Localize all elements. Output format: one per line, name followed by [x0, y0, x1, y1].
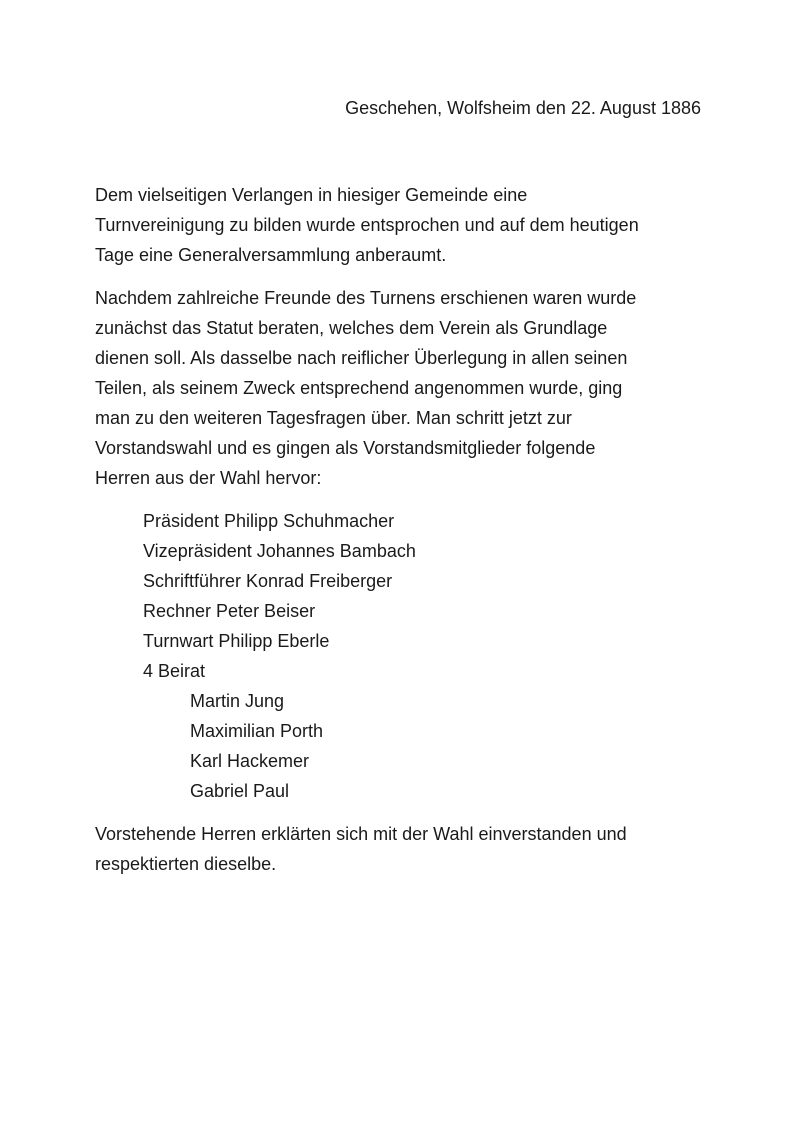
- paragraph-line: zunächst das Statut beraten, welches dem Verein als Grundlage: [95, 318, 608, 338]
- beirat-member: Karl Hackemer: [190, 751, 310, 771]
- paragraph-line: Dem vielseitigen Verlangen in hiesiger Gemeinde eine: [95, 185, 528, 205]
- paragraph-line: Teilen, als seinem Zweck entsprechend angenommen wurde, ging: [95, 378, 623, 398]
- board-member: Schriftführer Konrad Freiberger: [143, 571, 393, 591]
- beirat-member: Maximilian Porth: [190, 721, 324, 741]
- paragraph-line: respektierten dieselbe.: [95, 854, 277, 874]
- beirat-member: Martin Jung: [190, 691, 285, 711]
- beirat-heading: 4 Beirat: [143, 661, 206, 681]
- paragraph-line: Turnvereinigung zu bilden wurde entsprochen und auf dem heutigen: [95, 215, 639, 235]
- board-members-list: [143, 506, 705, 806]
- paragraph-line: Vorstandswahl und es gingen als Vorstandsmitglieder folgende: [95, 438, 596, 458]
- board-member: Vizepräsident Johannes Bambach: [143, 541, 416, 561]
- paragraph-line: Tage eine Generalversammlung anberaumt.: [95, 245, 447, 265]
- beirat-member: Gabriel Paul: [190, 781, 290, 801]
- paragraph-closing: [95, 819, 705, 879]
- paragraph-election: [95, 283, 705, 493]
- paragraph-line: dienen soll. Als dasselbe nach reiflicher Überlegung in allen seinen: [95, 348, 628, 368]
- board-member: Rechner Peter Beiser: [143, 601, 316, 621]
- board-member: Turnwart Philipp Eberle: [143, 631, 330, 651]
- board-member: Präsident Philipp Schuhmacher: [143, 511, 395, 531]
- paragraph-line: Herren aus der Wahl hervor:: [95, 468, 322, 488]
- paragraph-intro: [95, 180, 705, 270]
- paragraph-line: Vorstehende Herren erklärten sich mit der Wahl einverstanden und: [95, 824, 627, 844]
- document-body: [95, 180, 705, 892]
- dateline: Geschehen, Wolfsheim den 22. August 1886: [345, 98, 701, 118]
- paragraph-line: man zu den weiteren Tagesfragen über. Man schritt jetzt zur: [95, 408, 572, 428]
- paragraph-line: Nachdem zahlreiche Freunde des Turnens erschienen waren wurde: [95, 288, 637, 308]
